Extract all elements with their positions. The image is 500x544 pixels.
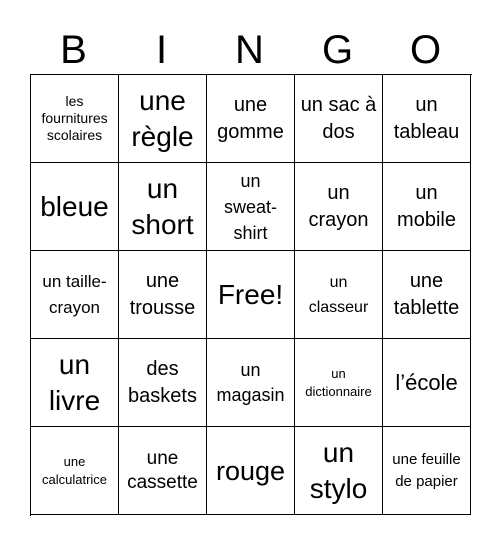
bingo-cell[interactable]: un sac à dos bbox=[295, 75, 383, 163]
bingo-cell[interactable]: un magasin bbox=[207, 339, 295, 427]
bingo-cell[interactable]: un dictionnaire bbox=[295, 339, 383, 427]
bingo-cell[interactable]: un sweat-shirt bbox=[207, 163, 295, 251]
header-letter-b: B bbox=[60, 28, 88, 72]
bingo-cell[interactable]: une calculatrice bbox=[31, 427, 119, 515]
bingo-cell[interactable]: un stylo bbox=[295, 427, 383, 515]
bingo-cell[interactable]: un classeur bbox=[295, 251, 383, 339]
header-letter-o: O bbox=[409, 28, 443, 72]
bingo-cell[interactable]: une tablette bbox=[383, 251, 471, 339]
header-letter-i: I bbox=[155, 28, 169, 72]
bingo-cell[interactable]: l’école bbox=[383, 339, 471, 427]
bingo-card bbox=[30, 74, 472, 516]
free-space[interactable]: Free! bbox=[207, 251, 295, 339]
bingo-cell[interactable]: un taille-crayon bbox=[31, 251, 119, 339]
bingo-header bbox=[30, 24, 470, 76]
bingo-cell[interactable]: bleue bbox=[31, 163, 119, 251]
bingo-cell[interactable]: une feuille de papier bbox=[383, 427, 471, 515]
bingo-cell[interactable]: un short bbox=[119, 163, 207, 251]
bingo-cell[interactable]: des baskets bbox=[119, 339, 207, 427]
bingo-cell[interactable]: une trousse bbox=[119, 251, 207, 339]
bingo-cell[interactable]: un mobile bbox=[383, 163, 471, 251]
header-letter-n: N bbox=[235, 28, 265, 72]
bingo-cell[interactable]: un tableau bbox=[383, 75, 471, 163]
bingo-cell[interactable]: rouge bbox=[207, 427, 295, 515]
bingo-cell[interactable]: un livre bbox=[31, 339, 119, 427]
bingo-cell[interactable]: un crayon bbox=[295, 163, 383, 251]
bingo-cell[interactable]: les fournitures scolaires bbox=[31, 75, 119, 163]
bingo-cell[interactable]: une gomme bbox=[207, 75, 295, 163]
bingo-cell[interactable]: une règle bbox=[119, 75, 207, 163]
header-letter-g: G bbox=[321, 28, 355, 72]
bingo-cell[interactable]: une cassette bbox=[119, 427, 207, 515]
